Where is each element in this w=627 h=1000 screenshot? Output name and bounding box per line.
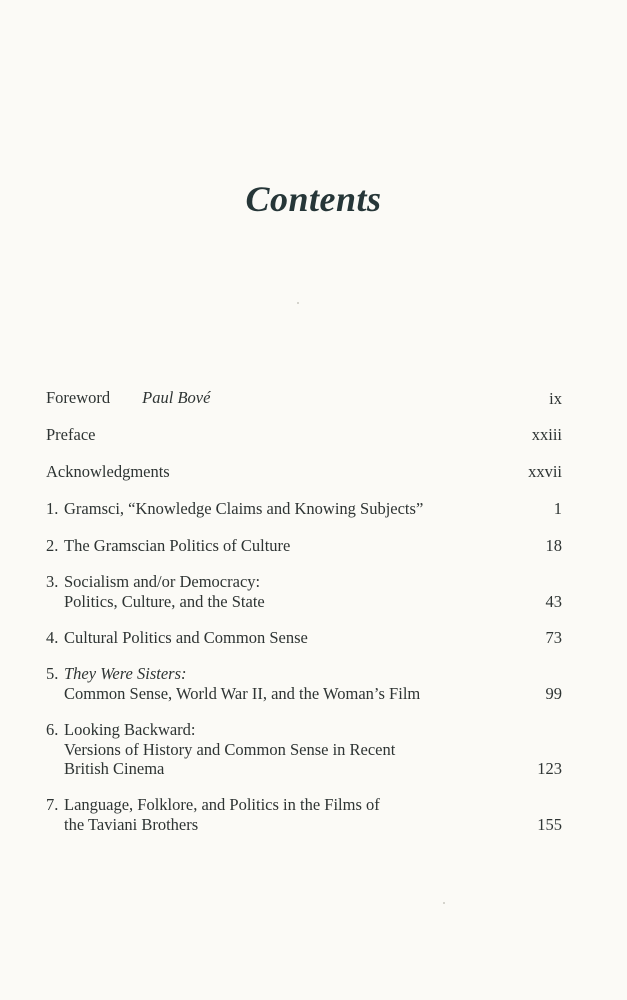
- toc-entry-chapter-6: [46, 720, 562, 779]
- chapter-title-line: Language, Folklore, and Politics in the Films of: [64, 795, 380, 814]
- entry-author: Paul Bové: [142, 388, 211, 407]
- chapter-title-line: the Taviani Brothers: [64, 814, 199, 834]
- toc-entry-acknowledgments: [46, 462, 562, 482]
- entry-page-number: 73: [545, 628, 562, 647]
- entry-page-number: 99: [545, 683, 562, 703]
- chapter-title-line: Common Sense, World War II, and the Woman’s Film: [64, 683, 421, 703]
- chapter-number: 3.: [46, 572, 59, 591]
- chapter-title-line: Cultural Politics and Common Sense: [64, 628, 308, 647]
- chapter-title-line: Versions of History and Common Sense in Recent: [64, 739, 396, 759]
- page-title: Contents: [245, 179, 382, 219]
- entry-page-number: xxvii: [528, 462, 562, 481]
- chapter-title-line: Looking Backward:: [64, 720, 196, 739]
- entry-label: Preface: [46, 425, 96, 444]
- entry-page-number: ix: [549, 388, 562, 408]
- entry-page-number: xxiii: [531, 425, 562, 444]
- toc-entry-chapter-4: [46, 628, 562, 648]
- chapter-number: 2.: [46, 536, 59, 555]
- toc-entry-chapter-5: [46, 664, 562, 703]
- chapter-title-line: The Gramscian Politics of Culture: [64, 536, 291, 555]
- chapter-title-line: British Cinema: [64, 759, 165, 778]
- paper-speck: [443, 902, 445, 904]
- chapter-number: 5.: [46, 664, 59, 683]
- chapter-number: 1.: [46, 499, 59, 518]
- toc-entry-chapter-3: [46, 572, 562, 611]
- entry-label: Foreword: [46, 388, 111, 407]
- entry-page-number: 1: [553, 499, 562, 518]
- entry-label: Acknowledgments: [46, 462, 170, 481]
- chapter-number: 7.: [46, 795, 59, 814]
- chapter-number: 4.: [46, 628, 59, 647]
- chapter-number: 6.: [46, 720, 59, 739]
- entry-page-number: 18: [545, 536, 562, 555]
- chapter-title-line: They Were Sisters:: [64, 664, 187, 683]
- entry-page-number: 123: [537, 759, 562, 778]
- chapter-title-line: Politics, Culture, and the State: [64, 591, 265, 611]
- entry-page-number: 155: [537, 814, 562, 834]
- toc-entry-chapter-7: [46, 795, 562, 834]
- toc-entry-foreword: [46, 388, 562, 408]
- paper-speck: [297, 302, 299, 304]
- table-of-contents: [46, 388, 562, 834]
- chapter-title-line: Socialism and/or Democracy:: [64, 572, 261, 591]
- chapter-title-line: Gramsci, “Knowledge Claims and Knowing Subjects”: [64, 499, 424, 518]
- toc-entry-preface: [46, 425, 562, 445]
- toc-entry-chapter-1: [46, 499, 562, 519]
- toc-entry-chapter-2: [46, 536, 562, 556]
- entry-page-number: 43: [545, 591, 562, 611]
